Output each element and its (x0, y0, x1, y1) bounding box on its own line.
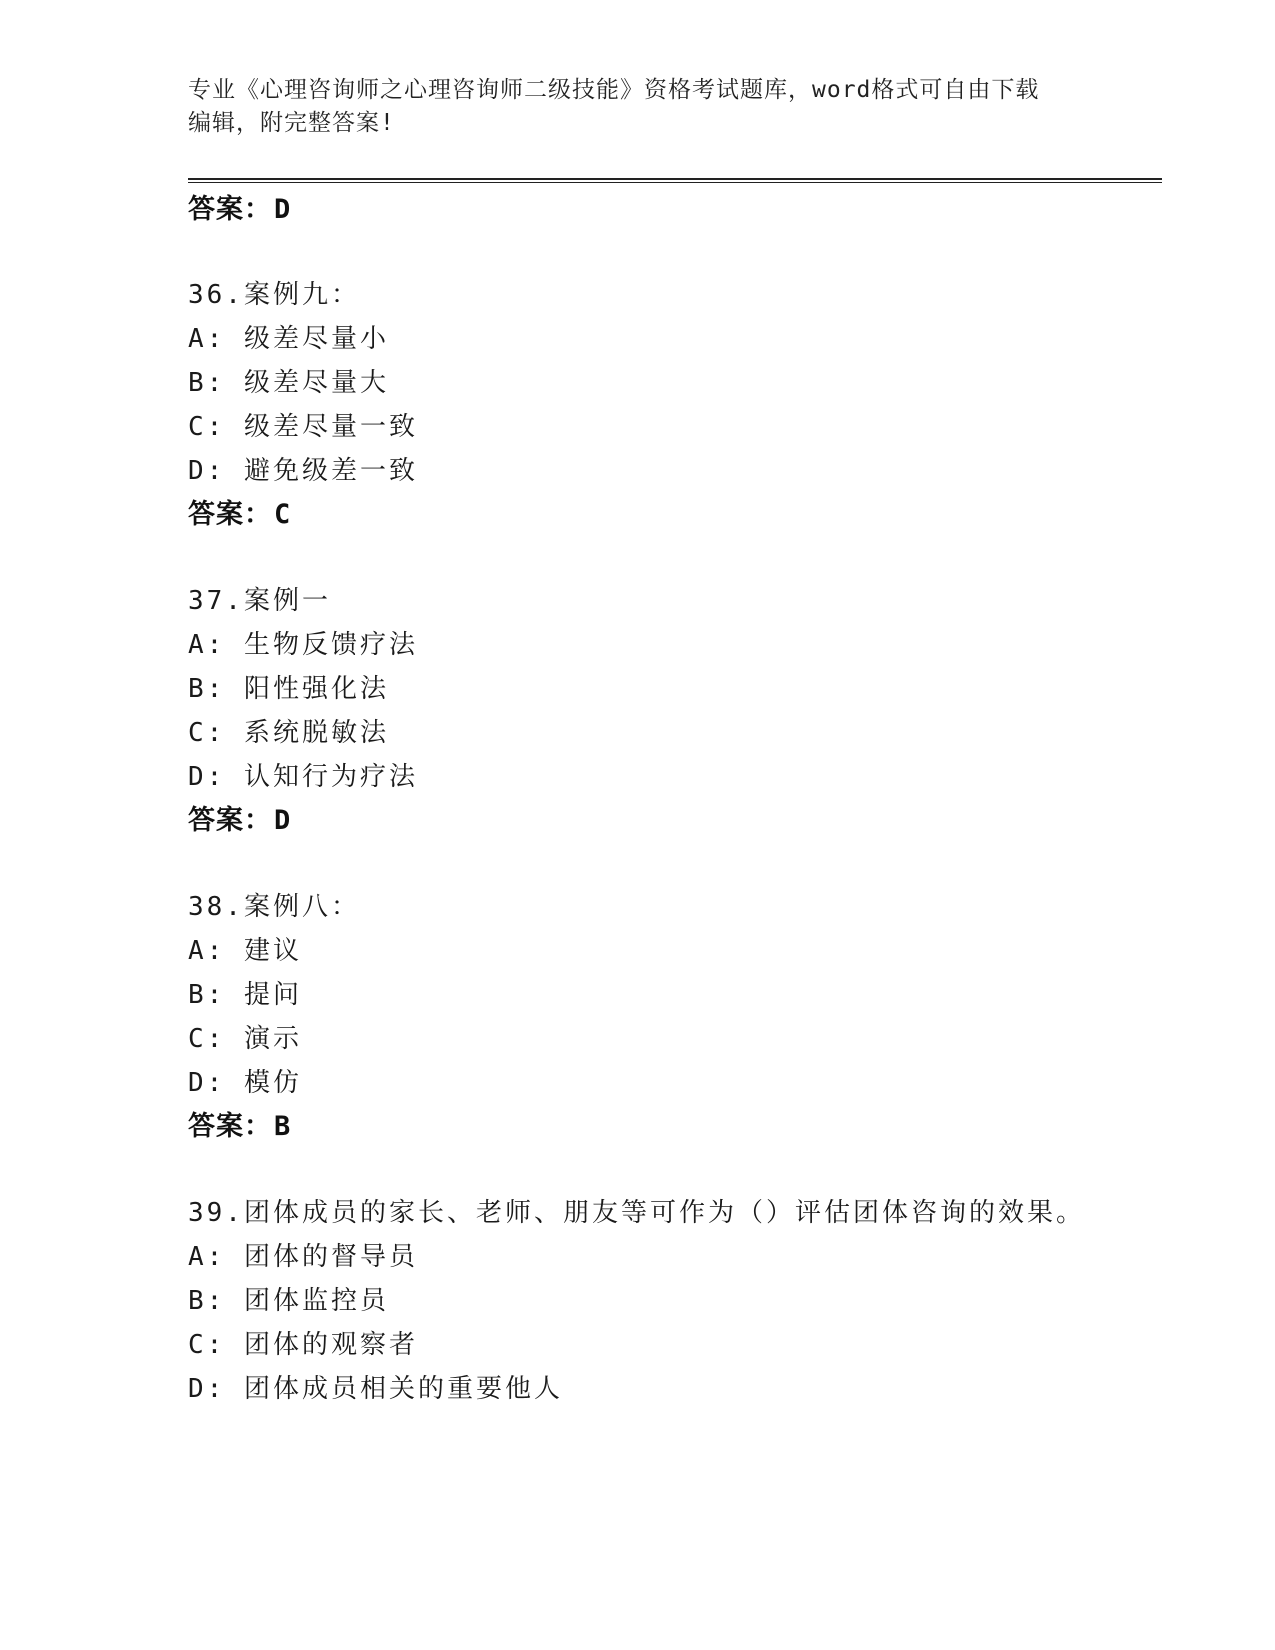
option-d: D: 团体成员相关的重要他人 (188, 1374, 563, 1404)
answer-line (188, 187, 291, 226)
answer-label: 答案： (188, 499, 272, 530)
question-stem: 38.案例八： (188, 892, 360, 922)
option-c: C: 演示 (188, 1024, 302, 1054)
option-d: D: 模仿 (188, 1068, 302, 1098)
option-b: B: 级差尽量大 (188, 368, 389, 398)
option-d: D: 认知行为疗法 (188, 762, 418, 792)
option-c: C: 级差尽量一致 (188, 412, 418, 442)
header-line-1: 专业《心理咨询师之心理咨询师二级技能》资格考试题库，word格式可自由下载 (188, 77, 1040, 103)
option-a: A: 建议 (188, 936, 302, 966)
answer-value: D (274, 805, 292, 836)
option-c: C: 团体的观察者 (188, 1330, 418, 1360)
answer-label: 答案： (188, 805, 272, 836)
answer-line (188, 492, 291, 531)
answer-value: D (274, 194, 292, 225)
header-divider (188, 178, 1162, 183)
question-stem: 39.团体成员的家长、老师、朋友等可作为（）评估团体咨询的效果。 (188, 1198, 1085, 1228)
option-d: D: 避免级差一致 (188, 456, 418, 486)
answer-line (188, 1104, 291, 1143)
option-b: B: 阳性强化法 (188, 674, 389, 704)
option-a: A: 团体的督导员 (188, 1242, 418, 1272)
option-a: A: 级差尽量小 (188, 324, 389, 354)
answer-label: 答案： (188, 194, 272, 225)
answer-label: 答案： (188, 1111, 272, 1142)
question-stem: 37.案例一 (188, 586, 331, 616)
option-a: A: 生物反馈疗法 (188, 630, 418, 660)
option-c: C: 系统脱敏法 (188, 718, 389, 748)
answer-value: B (274, 1111, 292, 1142)
document-header (188, 74, 1088, 140)
option-b: B: 提问 (188, 980, 302, 1010)
answer-value: C (274, 499, 292, 530)
header-line-2: 编辑，附完整答案! (188, 110, 395, 136)
answer-line (188, 798, 291, 837)
option-b: B: 团体监控员 (188, 1286, 389, 1316)
question-stem: 36.案例九： (188, 280, 360, 310)
